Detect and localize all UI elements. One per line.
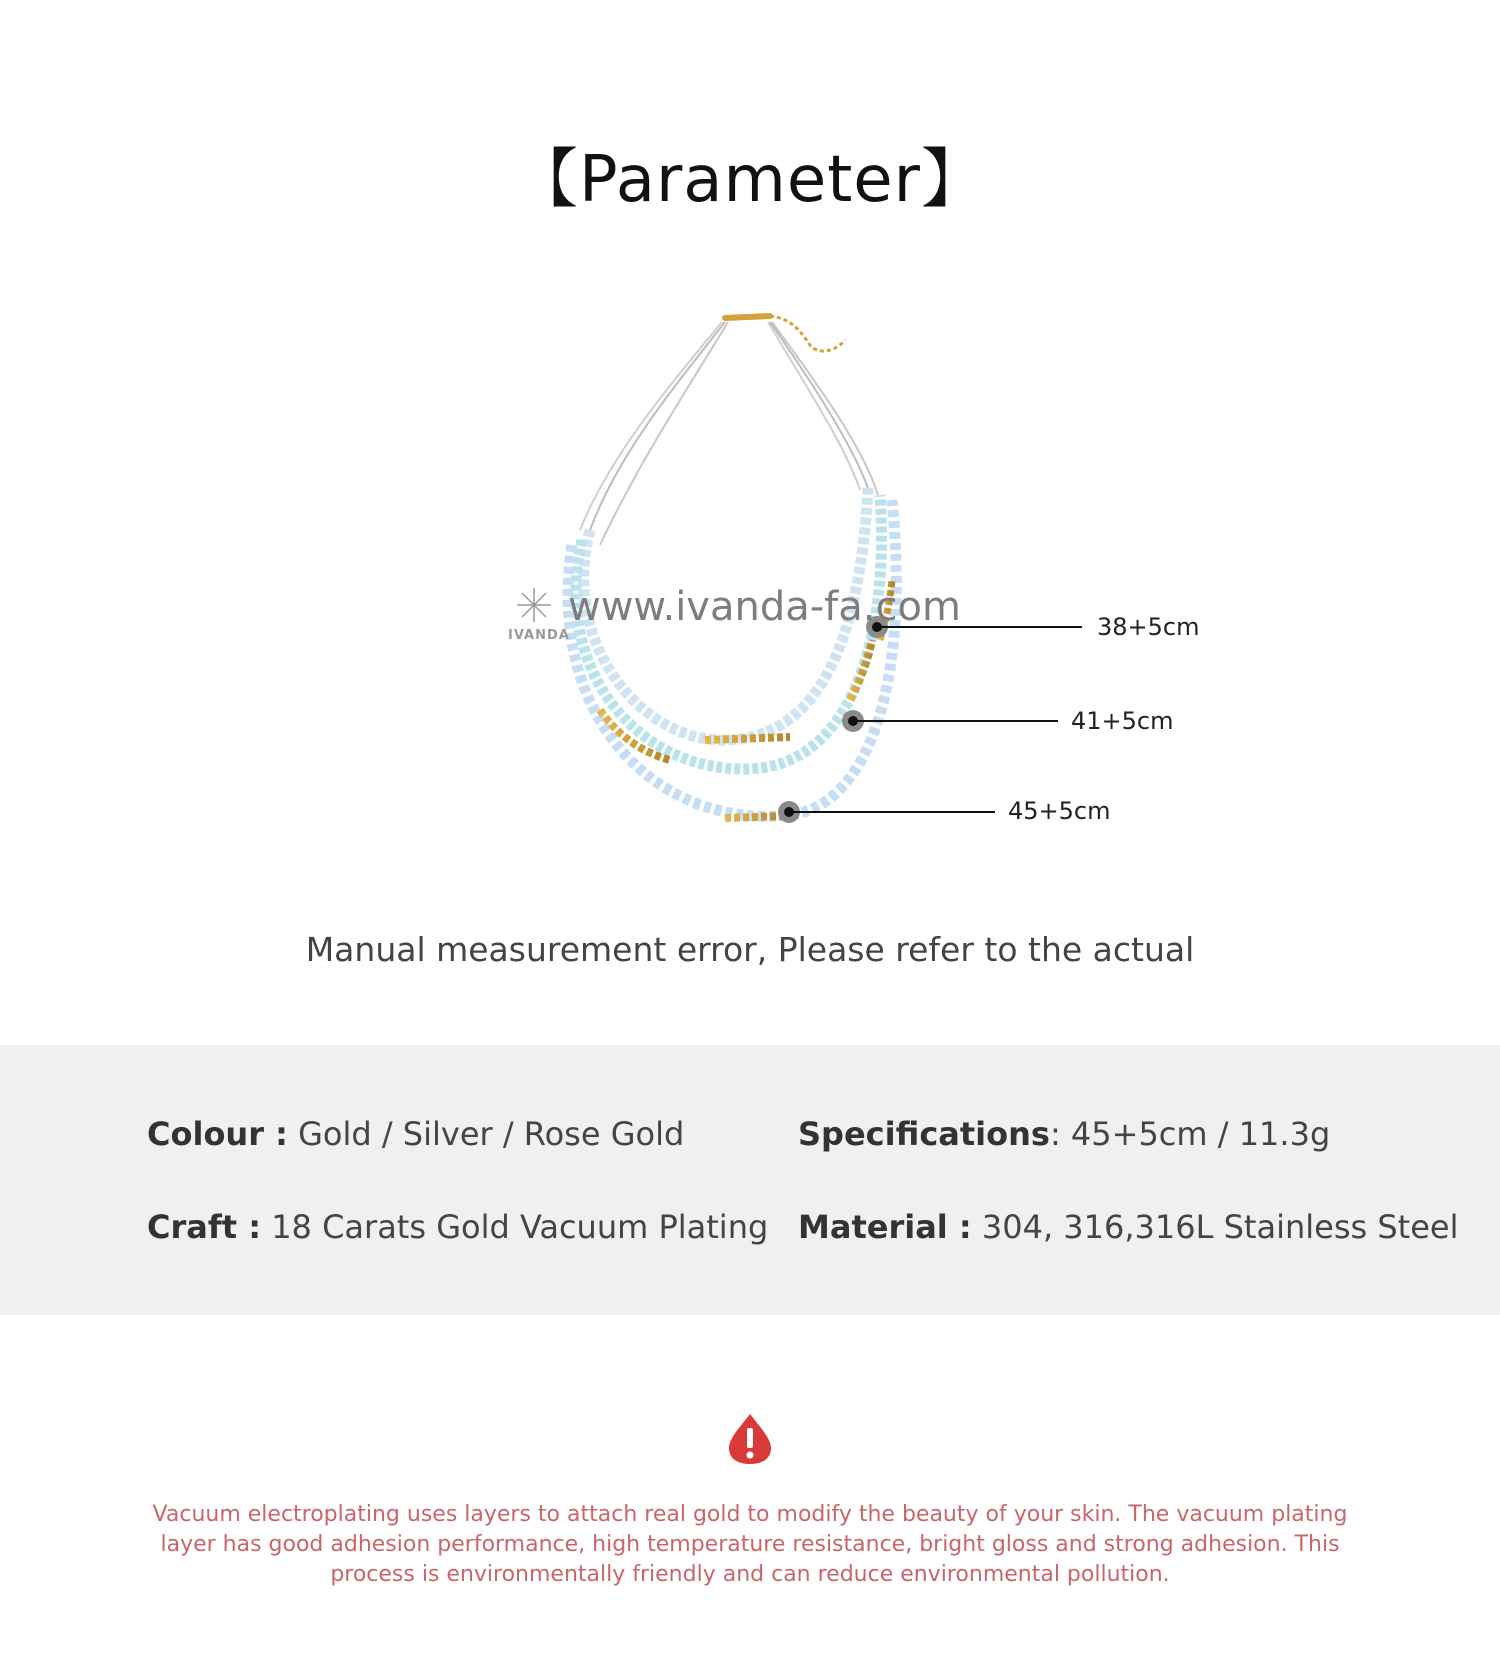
page-title: 【Parameter】 [514,143,986,217]
watermark [508,584,988,644]
watermark-url: www.ivanda-fa.com [568,584,961,630]
spec-material-label: Material : [798,1208,972,1246]
measurement-note: Manual measurement error, Please refer to the actual [305,930,1195,969]
measurement-label: 45+5cm [1008,797,1111,825]
warning-text: Vacuum electroplating uses layers to attach real gold to modify the beauty of your skin. The vacuum plating layer has good adhesion performance, high temperature resistance, bright gloss and strong adhesion. This process is environmentally friendly and can reduce environmental pollution. [152,1502,1348,1587]
spec-panel [0,1045,1500,1315]
spec-craft [147,1208,768,1246]
spec-specifications [798,1115,1330,1153]
spec-colour-value: Gold / Silver / Rose Gold [298,1115,685,1153]
watermark-brand: IVANDA [508,628,570,643]
necklace-image [0,290,1500,850]
spec-material-value: 304, 316,316L Stainless Steel [981,1208,1459,1246]
measurement-label: 41+5cm [1071,707,1174,735]
spec-specifications-value: : 45+5cm / 11.3g [1049,1115,1331,1153]
spec-colour-label: Colour : [147,1115,288,1153]
spec-craft-value: 18 Carats Gold Vacuum Plating [271,1208,769,1246]
spec-specifications-label: Specifications [798,1115,1050,1153]
spec-colour [147,1115,684,1153]
spec-material [798,1208,1458,1246]
measurement-label: 38+5cm [1097,613,1200,641]
spec-craft-label: Craft : [147,1208,262,1246]
warning-icon [727,1412,773,1466]
